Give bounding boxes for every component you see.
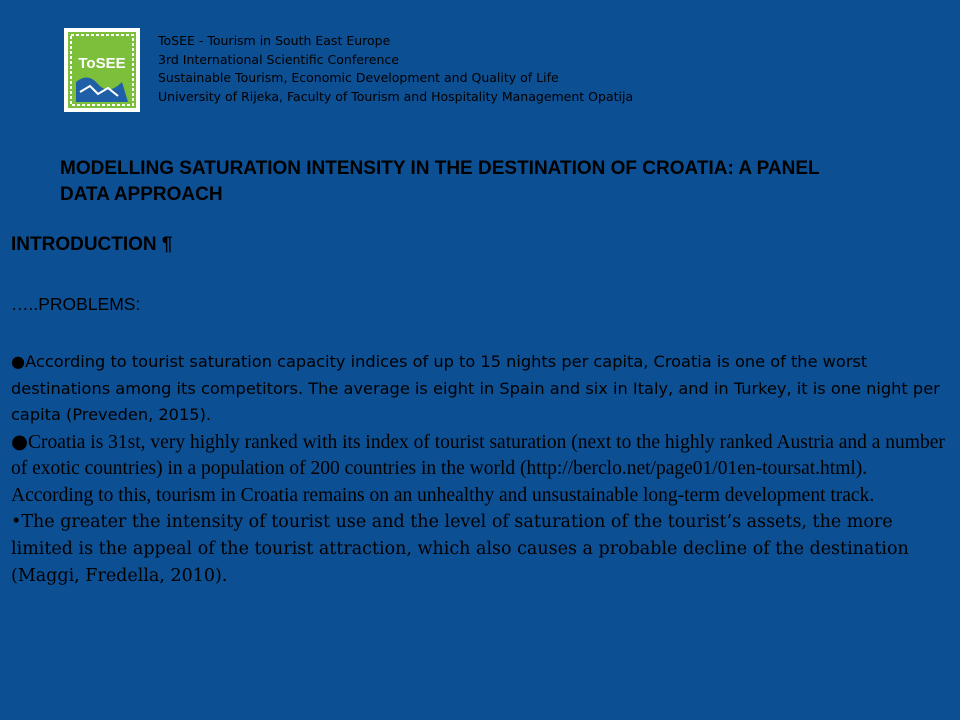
paragraph-1-text: According to tourist saturation capacity indices of up to 15 nights per capita, Croatia is one of the worst destinations among its competitors. The average is eight in Spain and six in Italy, and in Turkey, it is one night per capita (Preveden, 2015). (11, 352, 940, 424)
tosee-logo-graphic (68, 32, 136, 108)
header-line-3: Sustainable Tourism, Economic Development and Quality of Life (158, 70, 559, 85)
bullet-3: • (11, 512, 22, 532)
tosee-logo (64, 28, 140, 112)
bullet-1: ● (11, 352, 26, 371)
page-title: MODELLING SATURATION INTENSITY IN THE DESTINATION OF CROATIA: A PANEL DATA APPROACH (60, 158, 820, 205)
logo-text: ToSEE (78, 55, 126, 72)
header-line-4: University of Rijeka, Faculty of Tourism and Hospitality Management Opatija (158, 88, 634, 104)
body-text (11, 349, 951, 590)
paragraph-2-text: Croatia is 31st, very highly ranked with its index of tourist saturation (next to the highly ranked Austria and a number of exotic countries) in a population of 200 countries in the world (http://berclo.net/page01/01en-toursat.html). According to this, tourism in Croatia remains on an unhealthy and unsustainable long-term development track. (11, 431, 945, 506)
paragraph-2 (11, 429, 951, 510)
paragraph-1 (11, 349, 951, 429)
paragraph-3 (11, 509, 951, 590)
conference-header (158, 32, 633, 106)
paragraph-3-text: The greater the intensity of tourist use and the level of saturation of the tourist’s assets, the more limited is the appeal of the tourist attraction, which also causes a probable decline of the destination (Maggi, Fredella, 2010). (11, 512, 909, 586)
problems-label: …..PROBLEMS: (11, 294, 141, 314)
bullet-2: ● (11, 429, 29, 453)
header-line-1: ToSEE - Tourism in South East Europe (158, 33, 391, 48)
header-line-2: 3rd International Scientific Conference (158, 51, 399, 67)
section-heading: INTRODUCTION ¶ (11, 234, 173, 255)
